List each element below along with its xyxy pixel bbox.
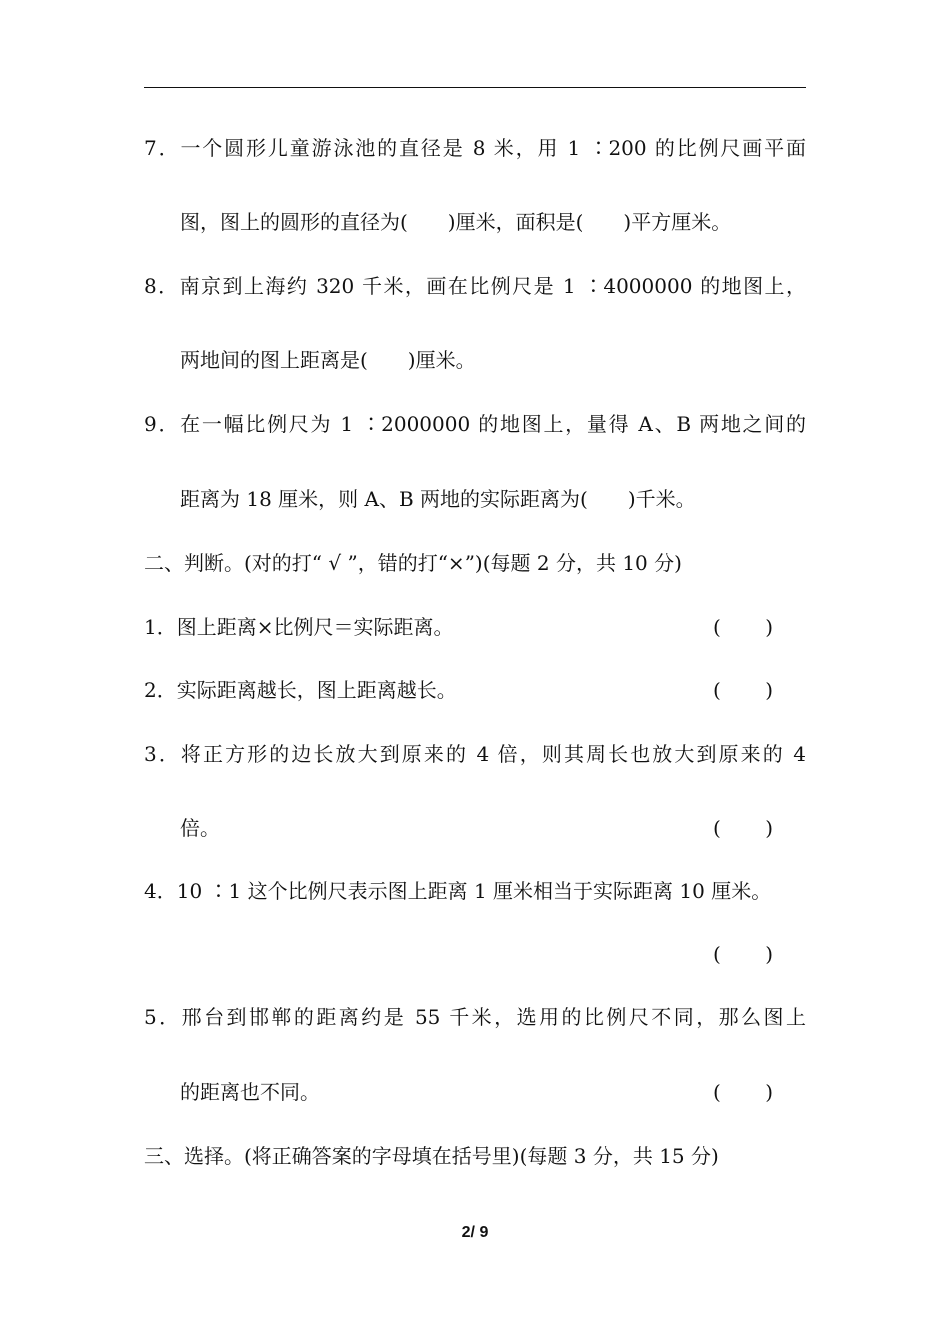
judge-q4: 4．10 ∶1 这个比例尺表示图上距离 1 厘米相当于实际距离 10 厘米。	[144, 879, 772, 903]
section3-heading: 三、选择。(将正确答案的字母填在括号里)(每题 3 分，共 15 分)	[144, 1144, 719, 1168]
answer-bracket-q1[interactable]	[713, 613, 773, 641]
paren-close: )	[765, 1080, 773, 1104]
answer-bracket-q4[interactable]	[713, 940, 773, 968]
page-number: 2/ 9	[461, 1224, 489, 1241]
q8-line1: 8．南京到上海约 320 千米，画在比例尺是 1 ∶4000000 的地图上，	[144, 274, 806, 298]
judge-q5-line1: 5．邢台到邯郸的距离约是 55 千米，选用的比例尺不同，那么图上	[144, 1005, 806, 1029]
q9-line1: 9．在一幅比例尺为 1 ∶2000000 的地图上，量得 A、B 两地之间的	[144, 412, 806, 436]
header-rule	[144, 87, 806, 88]
judge-q2: 2．实际距离越长，图上距离越长。	[144, 678, 457, 702]
paren-open: (	[713, 816, 721, 840]
judge-q3-line2: 倍。	[180, 816, 220, 840]
q9-line2: 距离为 18 厘米，则 A、B 两地的实际距离为( )千米。	[180, 487, 696, 511]
paren-open: (	[713, 942, 721, 966]
paren-open: (	[713, 678, 721, 702]
judge-q3-line1: 3．将正方形的边长放大到原来的 4 倍，则其周长也放大到原来的 4	[144, 742, 806, 766]
answer-bracket-q5[interactable]	[713, 1078, 773, 1106]
q8-line2: 两地间的图上距离是( )厘米。	[180, 348, 476, 372]
q7-line2: 图，图上的圆形的直径为( )厘米，面积是( )平方厘米。	[180, 210, 732, 234]
judge-q5-line2: 的距离也不同。	[180, 1080, 320, 1104]
paren-close: )	[765, 615, 773, 639]
paren-close: )	[765, 816, 773, 840]
paren-open: (	[713, 1080, 721, 1104]
paren-close: )	[765, 942, 773, 966]
section2-heading: 二、判断。(对的打“ √ ”，错的打“×”)(每题 2 分，共 10 分)	[144, 551, 682, 575]
answer-bracket-q2[interactable]	[713, 676, 773, 704]
q7-line1: 7．一个圆形儿童游泳池的直径是 8 米，用 1 ∶200 的比例尺画平面	[144, 136, 806, 160]
judge-q1: 1．图上距离×比例尺＝实际距离。	[144, 615, 454, 639]
answer-bracket-q3[interactable]	[713, 814, 773, 842]
paren-close: )	[765, 678, 773, 702]
paren-open: (	[713, 615, 721, 639]
